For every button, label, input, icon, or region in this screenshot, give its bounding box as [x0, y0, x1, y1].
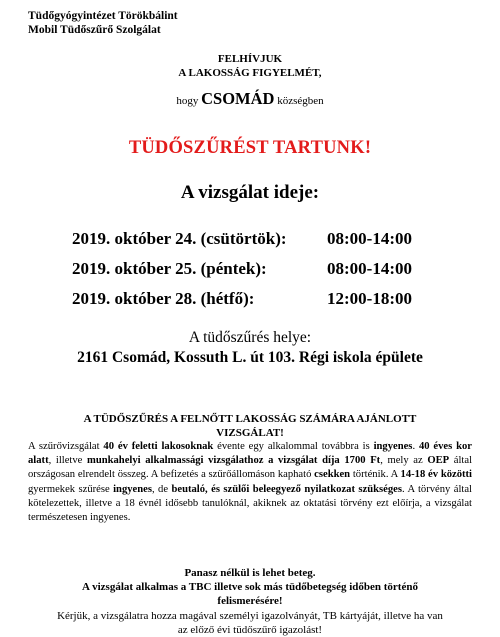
paragraph-text: , illetve	[48, 455, 87, 467]
schedule-time: 08:00-14:00	[327, 229, 412, 248]
recommendation-paragraph	[28, 440, 472, 525]
closing-line-4: Kérjük, a vizsgálatra hozza magával személyi igazolványát, TB kártyáját, illetve ha van	[57, 609, 443, 622]
organization-header	[28, 9, 178, 37]
town-suffix: községben	[277, 95, 324, 107]
paragraph-emphasis: csekken	[314, 469, 351, 481]
schedule-date: 2019. október 25. (péntek):	[72, 259, 267, 278]
closing-line-1: Panasz nélkül is lehet beteg.	[184, 567, 316, 579]
schedule-date: 2019. október 24. (csütörtök):	[72, 229, 287, 248]
closing-line-3: felismerésére!	[217, 595, 283, 608]
schedule-time: 08:00-14:00	[327, 259, 412, 278]
location-address: 2161 Csomád, Kossuth L. út 103. Régi iskola épülete	[77, 349, 423, 366]
paragraph-emphasis: munkahelyi alkalmassági vizsgálathoz a vizsgálat díja 1700 Ft	[87, 455, 381, 467]
paragraph-text: történik. A	[350, 469, 401, 481]
schedule-row	[0, 259, 500, 281]
paragraph-text: gyermekek szűrése	[28, 483, 114, 495]
call-line-1: FELHÍVJUK	[217, 53, 283, 65]
schedule-row	[0, 229, 500, 251]
location-label: A tüdőszűrés helye:	[188, 329, 312, 346]
paragraph-text: . A törvény által kötelezettek, illetve a 18 évnél idősebb tanulóknál, akiknek az oktatási törvény ezt előírja, a vizsgálat természetesen ingyenes.	[28, 483, 472, 524]
call-heading	[0, 52, 500, 80]
paragraph-text: .	[412, 441, 419, 452]
town-name: CSOMÁD	[201, 89, 275, 108]
town-prefix: hogy	[176, 95, 199, 107]
paragraph-emphasis: ingyenes	[373, 441, 413, 452]
paragraph-text: , mely az	[380, 455, 428, 467]
paragraph-emphasis: 40 éves kor alatt	[28, 441, 472, 467]
schedule-time: 12:00-18:00	[327, 289, 412, 308]
schedule-row	[0, 289, 500, 311]
schedule-date: 2019. október 28. (hétfő):	[72, 289, 255, 308]
schedule-heading: A vizsgálat ideje:	[180, 182, 320, 203]
paragraph-emphasis: ingyenes	[113, 483, 152, 495]
closing-line-2: A vizsgálat alkalmas a TBC illetve sok más tüdőbetegség időben történő	[82, 581, 418, 594]
recommendation-title	[0, 412, 500, 440]
town-line	[0, 89, 500, 111]
closing-line-5: az előző évi tüdőszűrő igazolást!	[177, 623, 323, 636]
paragraph-text: A szűrővizsgálat	[28, 441, 104, 452]
org-name: Tüdőgyógyintézet Törökbálint	[28, 10, 178, 22]
paragraph-emphasis: 40 év feletti lakosoknak	[103, 441, 214, 452]
recommendation-title-line-1: A TÜDŐSZŰRÉS A FELNŐTT LAKOSSÁG SZÁMÁRA AJÁNLOTT	[83, 413, 417, 425]
paragraph-text: évente egy alkalommal továbbra is	[213, 441, 374, 452]
announcement-title: TÜDŐSZŰRÉST TARTUNK!	[128, 138, 372, 158]
paragraph-text: által országosan elrendelt összeg. A befizetés a szűrőállomáson kapható	[28, 455, 473, 481]
paragraph-text: , de	[151, 483, 172, 495]
recommendation-title-line-2: VIZSGÁLAT!	[216, 427, 284, 439]
closing-block	[0, 566, 500, 637]
paragraph-emphasis: OEP	[427, 455, 450, 467]
org-service: Mobil Tüdőszűrő Szolgálat	[28, 24, 161, 36]
call-line-2: A LAKOSSÁG FIGYELMÉT,	[178, 67, 322, 79]
paragraph-emphasis: 14-18 év közötti	[400, 469, 473, 481]
paragraph-emphasis: beutaló, és szülői beleegyező nyilatkozat szükséges	[171, 483, 402, 495]
